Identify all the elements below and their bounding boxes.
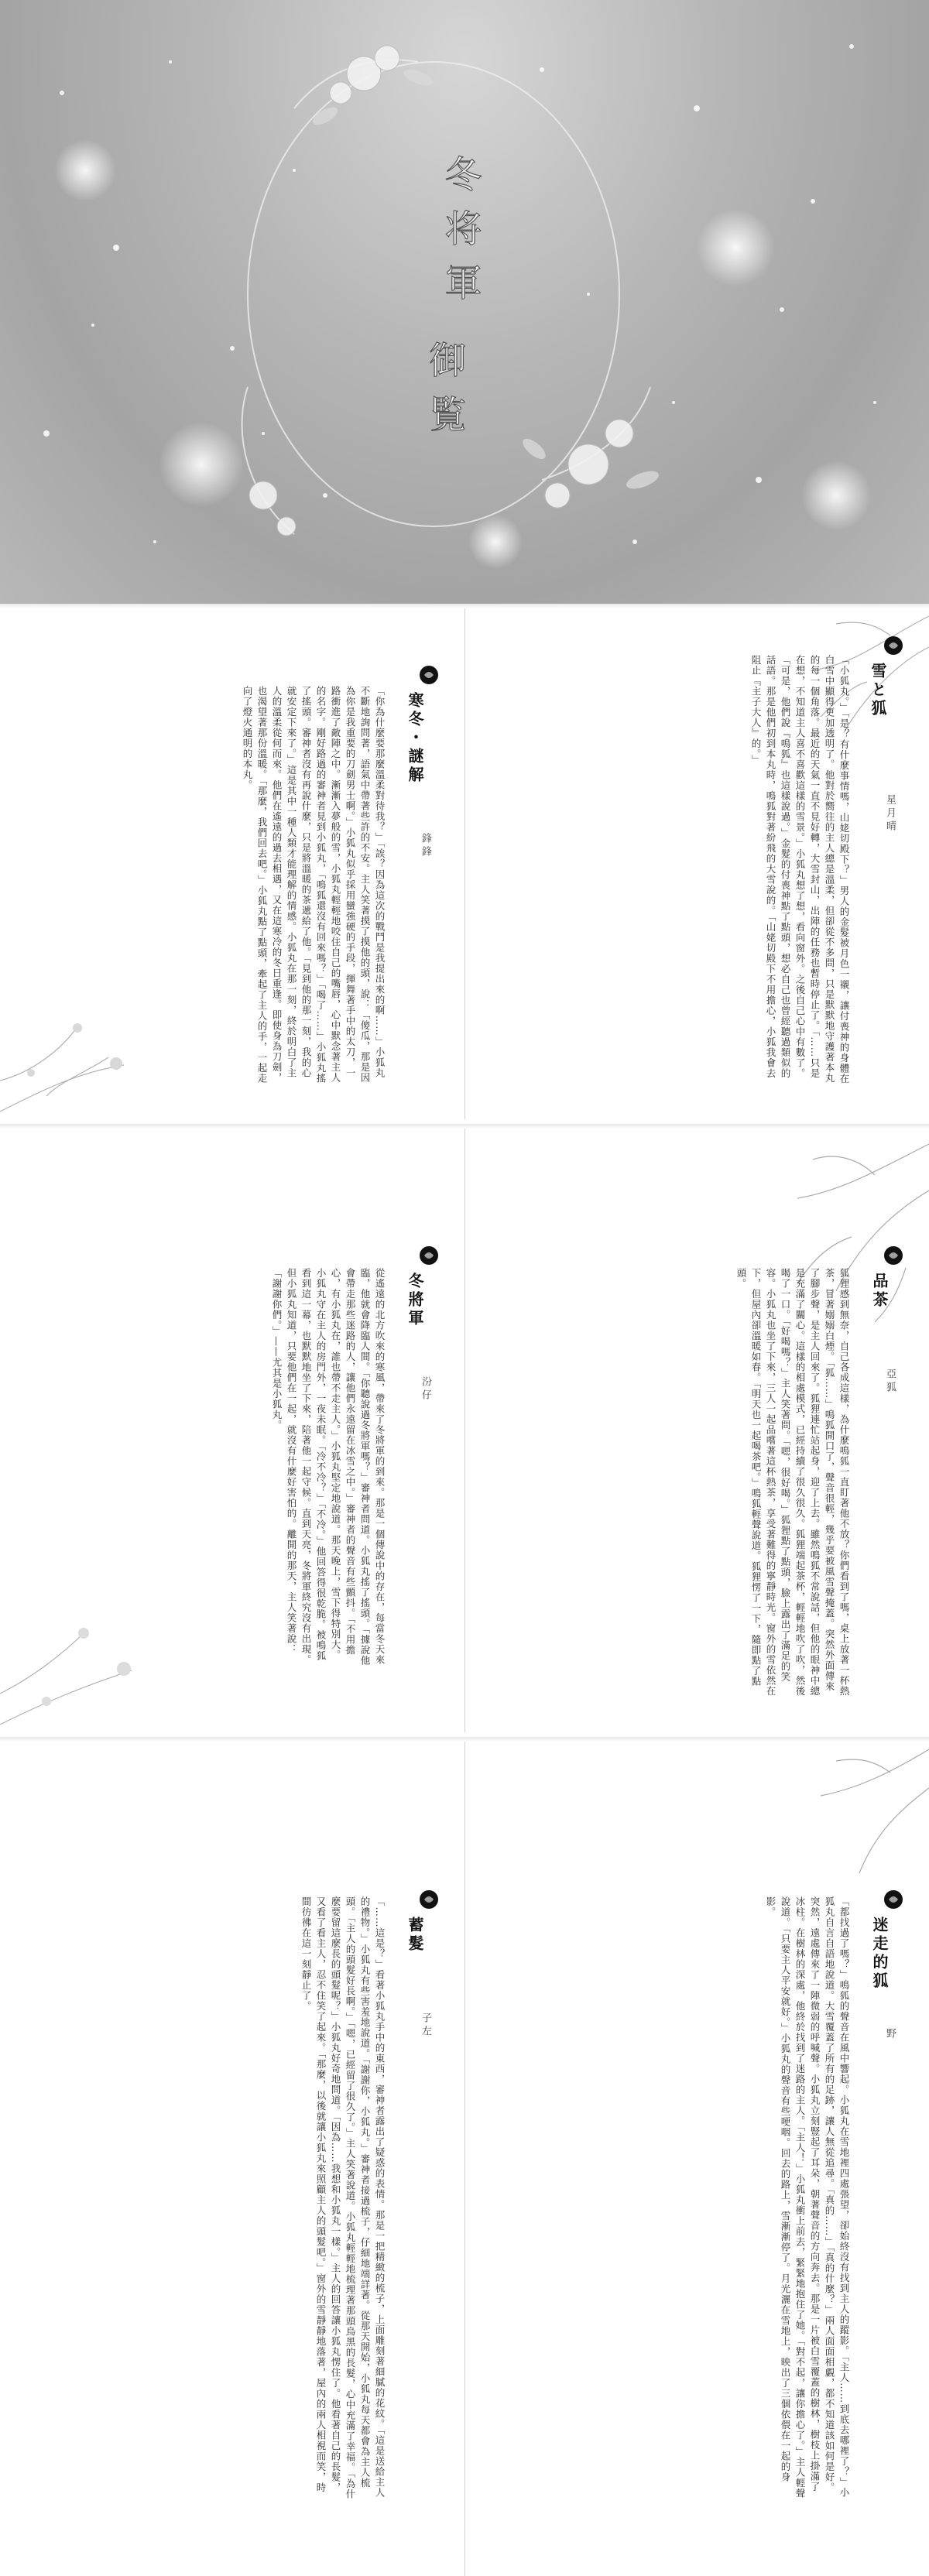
story-title: 寒冬・謎解 <box>406 692 424 785</box>
story-author: 鋒鋒 <box>420 833 431 859</box>
rose-icon <box>418 1889 440 1910</box>
story-author: 子左 <box>420 2012 431 2039</box>
rose-icon <box>418 1245 440 1266</box>
cover-title: 冬将軍 <box>438 155 482 317</box>
story-title: 迷走的狐 <box>870 1917 889 1991</box>
story-title: 品茶 <box>870 1273 889 1310</box>
tree-branch-decoration <box>0 1577 155 1732</box>
story-title: 雪と狐 <box>869 663 887 718</box>
story-body: 狐狸感到無奈，自己各成這樣，為什麼鳴狐一直盯著他不放？你們看到了嗎，桌上放著一杯熱茶，冒著嫋嫋白煙。「狐……」鳴狐開口了，聲音很輕，幾乎要被風雪聲掩蓋。突然外面傳來了腳步聲，是主人回來了。狐狸連忙站起身，迎了上去。雖然鳴狐不常說話，但他的眼神中總是充滿了關心。這樣的相處模式，已經持續了很久很久。狐狸端起茶杯，輕輕地吹了吹，然後喝了一口。「好喝嗎？」主人笑著問。「嗯，很好喝。」狐狸點了點頭，臉上露出了滿足的笑容。小狐丸也坐了下來，三人一起品嚐著這杯熱茶，享受著難得的寧靜時光。窗外的雪依然在下，但屋內卻溫暖如春。「明天也一起喝茶吧。」鳴狐輕聲說道。狐狸愣了一下，隨即點了點頭。 <box>735 1268 850 1697</box>
story-page-kantou-nazotoki <box>0 608 464 1119</box>
story-page-hincha <box>464 1129 929 1732</box>
story-title: 蓄髮 <box>406 1917 424 1954</box>
rose-icon <box>883 1245 904 1266</box>
story-title: 冬將軍 <box>406 1273 424 1328</box>
story-author: 亞狐 <box>884 1368 896 1395</box>
story-body: 「……這是？」看著小狐丸手中的東西，審神者露出了疑惑的表情。那是一把精緻的梳子，上面雕刻著細膩的花紋。「這是送給主人的禮物。」小狐丸有些害羞地說道。「謝謝你，小狐丸。」審神者接過梳子，仔細地端詳著。從那天開始，小狐丸每天都會為主人梳頭。「主人的頭髮好長啊。」「嗯，已經留了很久了。」主人笑著說道。小狐丸輕輕地梳理著那頭烏黑的長髮，心中充滿了幸福。「為什麼要留這麼長的頭髮呢？」小狐丸好奇地問道。「因為……我想和小狐丸一樣。」主人的回答讓小狐丸愣住了。他看著自己的長髮，又看了看主人，忍不住笑了起來。「那麼，以後就讓小狐丸來照顧主人的頭髮吧。」窗外的雪靜靜地落著，屋內的兩人相視而笑，時間彷彿在這一刻靜止了。 <box>300 1896 386 2499</box>
rose-icon <box>883 635 904 656</box>
story-body: 「小狐丸。」「是？有什麼事情嗎，山姥切殿下？」男人的金髮被月色一襯，讓付喪神的身體在白雪中顯得更加透明了。他對於嚮往的主人總是溫柔，但卻從不多問，只是默默地守護著本丸的每一個角落。最近的天氣一直不見好轉，大雪封山，出陣的任務也暫時停止了。「……只是在想，不知道主人喜不喜歡這樣的雪景。」小狐丸想了想，看向窗外。之後自己心中有數了。「可是，他們說『鳴狐』也這樣說過。」金髮的付喪神點了點頭，想必自己也曾經聽過類似的話語。那是他們初到本丸時，鳴狐對著紛飛的大雪說的。「山姥切殿下不用擔心，小狐我會去阻止『主子大人』的。」 <box>750 655 850 1084</box>
story-page-chikuhatsu <box>0 1742 464 2576</box>
rose-icon <box>418 664 440 686</box>
story-author: 汾仔 <box>420 1376 431 1403</box>
story-body: 從遙遠的北方吹來的寒風，帶來了冬將軍的到來。那是一個傳說中的存在，每當冬天來臨，他就會降臨人間。「你聽說過冬將軍嗎？」審神者問道。小狐丸搖了搖頭。「據說他會帶走那些迷路的人，讓他們永遠留在冰雪之中。」審神者的聲音有些顫抖。「不用擔心，有小狐丸在，誰也帶不走主人。」小狐丸堅定地說道。那天晚上，雪下得特別大。小狐丸守在主人的房門外，一夜未眠。「冷不冷？」「不冷。」他回答得很乾脆。被鳴狐看到這一幕，也默默地坐了下來，陪著他一起守候。直到天亮，冬將軍終究沒有出現。但小狐丸知道，只要他們在一起，就沒有什麼好害怕的。離開的那天，主人笑著說：「謝謝你們。」——尤其是小狐丸。 <box>271 1268 386 1666</box>
tree-branch-decoration <box>743 1742 929 1896</box>
story-author: 野 <box>884 2028 896 2041</box>
story-author: 星月晴 <box>884 794 896 834</box>
cover-illustration <box>0 0 929 604</box>
story-page-fuyu-shogun <box>0 1129 464 1732</box>
rose-icon <box>883 1889 904 1910</box>
cover-subtitle: 御覧 <box>423 341 466 449</box>
tree-branch-decoration <box>0 980 155 1119</box>
story-body: 「都找過了嗎？」鳴狐的聲音在風中響起。小狐丸在雪地裡四處張望，卻始終沒有找到主人的蹤影。「主人……到底去哪裡了？」小狐丸自言自語地說道。大雪覆蓋了所有的足跡，讓人無從追尋。「真的……」「真的什麼？」兩人面面相覷，都不知道該如何是好。突然，遠處傳來了一陣微弱的呼喊聲。小狐丸立刻豎起了耳朵，朝著聲音的方向奔去。那是一片被白雪覆蓋的樹林，樹枝上掛滿了冰柱。在樹林的深處，他終於找到了迷路的主人。「主人！」小狐丸衝上前去，緊緊地抱住了她。「對不起，讓你擔心了。」主人輕聲說道。「只要主人平安就好。」小狐丸的聲音有些哽咽。回去的路上，雪漸漸停了。月光灑在雪地上，映出了三個依偎在一起的身影。 <box>765 1896 850 2499</box>
story-body: 「你為什麼要那麼溫柔對待我？」「誒？因為這次的戰鬥是我提出來的啊……」小狐丸不斷地詢問著，語氣中帶著些許的不安。主人笑著摸了摸他的頭，說：「傻瓜，那是因為你是我重要的刀劍男士啊。」小狐丸似乎採用蠻強硬的手段，揮舞著手中的太刀，一路衝進了敵陣之中。漸漸入夢般的雪，小狐丸輕輕地咬住自己的嘴唇，心中默念著主人的名字。剛好路過的審神者見到小狐丸，「鳴狐還沒有回來嗎？」「喝了……」小狐丸搖了搖頭。審神者沒有再說什麼，只是將溫暖的茶遞給了他。「見到他的那一刻，我的心就安定下來了。」這是其中一種人類才能理解的情感。小狐丸在那一刻，終於明白了主人的溫柔從何而來。他們在遙遠的過去相遇，又在這寒冷的冬日重逢。即使身為刀劍，也渴望著那份溫暖。「那麼，我們回去吧。」小狐丸點了點頭，牽起了主人的手，一起走向了燈火通明的本丸。 <box>242 686 386 1084</box>
story-page-meisou-no-kitsune <box>464 1742 929 2576</box>
story-page-yuki-to-kitsune <box>464 608 929 1119</box>
